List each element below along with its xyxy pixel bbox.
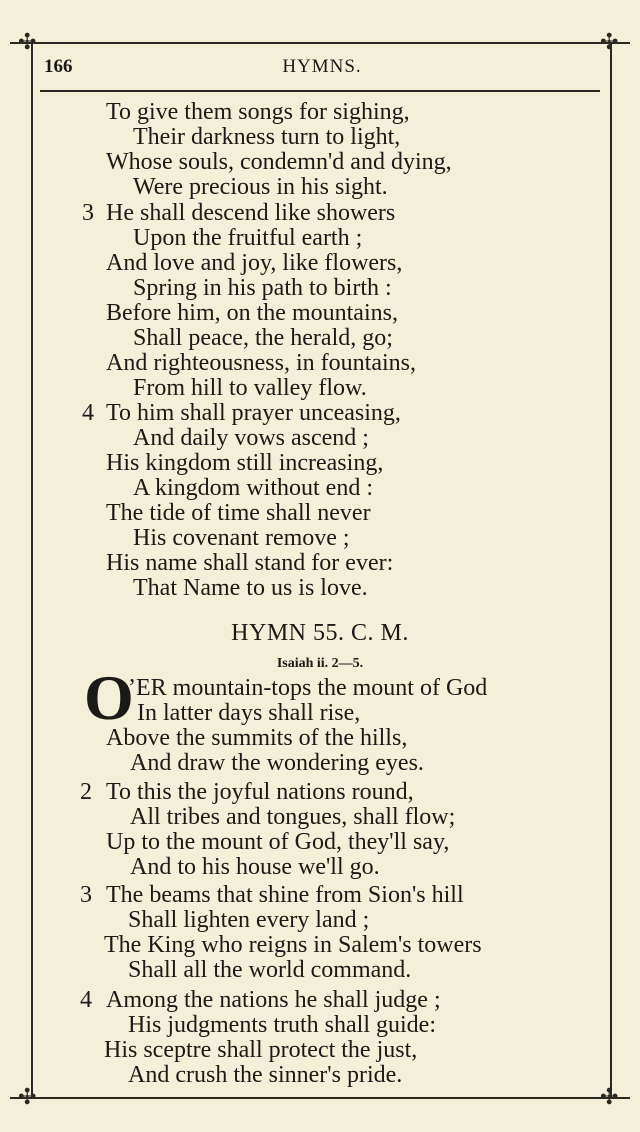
bottom-rule xyxy=(10,1097,630,1099)
stanza-number: 3 xyxy=(80,882,92,908)
verse-line: All tribes and tongues, shall flow; xyxy=(130,804,456,830)
stanza-number: 4 xyxy=(80,987,92,1013)
stanza-number: 2 xyxy=(80,779,92,805)
verse-line: He shall descend like showers xyxy=(106,200,396,226)
verse-line: His name shall stand for ever: xyxy=(106,550,394,576)
verse-line: Their darkness turn to light, xyxy=(133,124,401,150)
corner-ornament-bottom-right: ✣ xyxy=(600,1084,619,1109)
verse-line: And draw the wondering eyes. xyxy=(130,750,424,776)
verse-line: The tide of time shall never xyxy=(106,500,371,526)
verse-line: His covenant remove ; xyxy=(133,525,350,551)
verse-line: And to his house we'll go. xyxy=(130,854,380,880)
verse-line: And crush the sinner's pride. xyxy=(128,1062,403,1088)
verse-line: And daily vows ascend ; xyxy=(133,425,369,451)
verse-line: Upon the fruitful earth ; xyxy=(133,225,363,251)
top-rule xyxy=(10,42,630,44)
verse-line: His sceptre shall protect the just, xyxy=(104,1037,418,1063)
verse-line: In latter days shall rise, xyxy=(137,700,361,726)
verse-line: Up to the mount of God, they'll say, xyxy=(106,829,450,855)
verse-line: Before him, on the mountains, xyxy=(106,300,398,326)
verse-line: Spring in his path to birth : xyxy=(133,275,392,301)
running-title: HYMNS. xyxy=(282,56,362,77)
verse-line: Above the summits of the hills, xyxy=(106,725,408,751)
verse-line: To him shall prayer unceasing, xyxy=(106,400,401,426)
corner-ornament-top-right: ✣ xyxy=(600,29,619,54)
verse-line: Shall all the world command. xyxy=(128,957,412,983)
verse-line: And love and joy, like flowers, xyxy=(106,250,403,276)
verse-line: Were precious in his sight. xyxy=(133,174,388,200)
page-number: 166 xyxy=(44,56,73,77)
verse-line: His kingdom still increasing, xyxy=(106,450,384,476)
verse-line: Among the nations he shall judge ; xyxy=(106,987,441,1013)
drop-cap: O xyxy=(84,662,134,733)
verse-line: To give them songs for sighing, xyxy=(106,99,410,125)
verse-line: ’ER mountain-tops the mount of God xyxy=(128,675,488,701)
verse-line: And righteousness, in fountains, xyxy=(106,350,416,376)
verse-line: That Name to us is love. xyxy=(133,575,368,601)
corner-ornament-top-left: ✣ xyxy=(18,29,37,54)
verse-line: The King who reigns in Salem's towers xyxy=(104,932,482,958)
verse-line: A kingdom without end : xyxy=(133,475,373,501)
verse-line: Whose souls, condemn'd and dying, xyxy=(106,149,452,175)
running-head xyxy=(44,56,600,84)
hymn-title: HYMN 55. C. M. xyxy=(231,620,409,646)
verse-line: From hill to valley flow. xyxy=(133,375,367,401)
verse-line: Shall peace, the herald, go; xyxy=(133,325,393,351)
verse-line: His judgments truth shall guide: xyxy=(128,1012,436,1038)
verse-line: The beams that shine from Sion's hill xyxy=(106,882,464,908)
scripture-reference: Isaiah ii. 2—5. xyxy=(276,656,364,671)
stanza-number: 3 xyxy=(82,200,94,226)
verse-line: Shall lighten every land ; xyxy=(128,907,370,933)
header-rule xyxy=(40,90,600,92)
corner-ornament-bottom-left: ✣ xyxy=(18,1084,37,1109)
stanza-number: 4 xyxy=(82,400,94,426)
verse-line: To this the joyful nations round, xyxy=(106,779,414,805)
